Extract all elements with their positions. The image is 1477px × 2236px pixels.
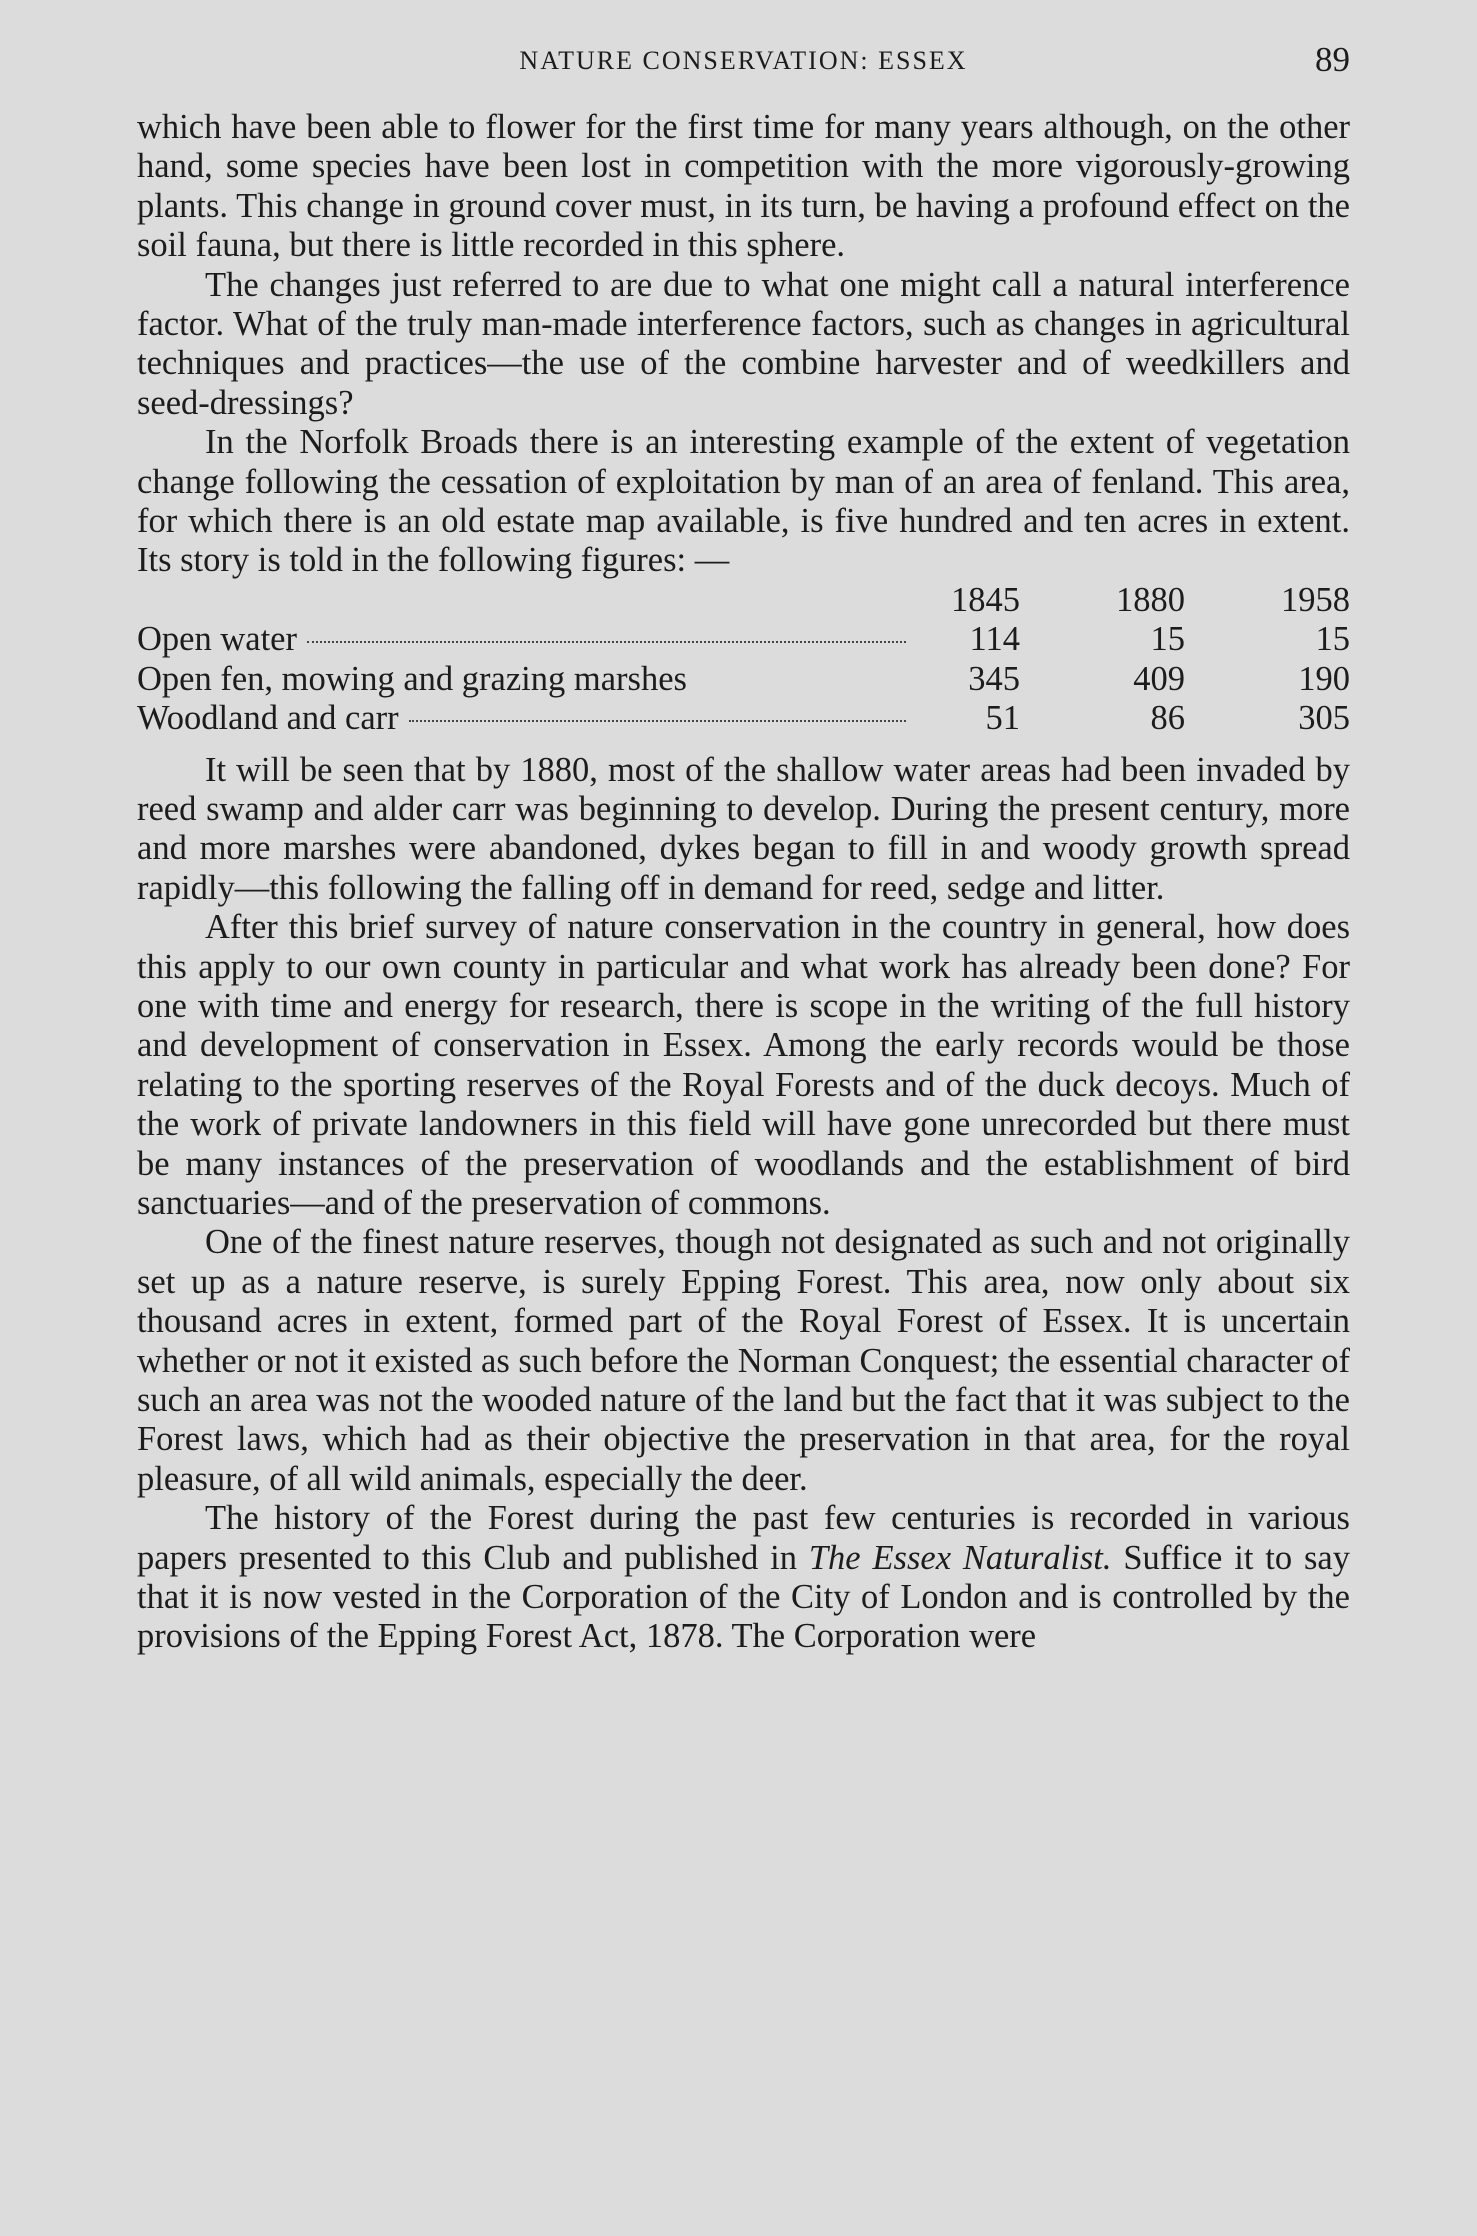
paragraph [137,1499,1350,1657]
running-head [137,40,1350,80]
table-cell: 190 [1298,659,1350,698]
journal-title: The Essex Naturalist. [808,1538,1112,1577]
row-label-cell [137,660,920,699]
paragraph: In the Norfolk Broads there is an interesting example of the extent of vegetation change following the cessation of exploitation by man of an area of fenland. This area, for which there is an old estate map available, is five hundred and ten acres in extent. Its story is told in the following figures: — [137,423,1350,580]
year-header: 1880 [1116,580,1185,619]
paragraph: It will be seen that by 1880, most of the shallow water areas had been invaded by reed swamp and alder carr was beginning to develop. During the present century, more and more marshes were abandoned, dykes began to fill in and woody growth spread rapidly—this following the falling off in demand for reed, sedge and litter. [137,750,1350,907]
paragraph: One of the finest nature reserves, though not designated as such and not originally set up as a nature reserve, is surely Epping Forest. This area, now only about six thousand acres in extent, formed part of the Royal Forest of Essex. It is uncertain whether or not it existed as such before the Norman Conquest; the essential character of such an area was not the wooded nature of the land but the fact that it was subject to the Forest laws, which had as their objective the preservation in that area, for the royal pleasure, of all wild animals, especially the deer. [137,1223,1350,1498]
table-cell: 15 [1150,620,1185,659]
row-label: Woodland and carr [137,699,399,738]
paragraph: which have been able to flower for the first time for many years although, on the other hand, some species have been lost in competition with the more vigorously-growing plants. This change in ground cover must, in its turn, be having a profound effect on the soil fauna, but there is little recorded in this sphere. [137,108,1350,265]
table-cell: 305 [1298,699,1350,738]
year-header: 1845 [951,580,1020,619]
leader-space [697,681,906,683]
dot-leader [307,641,906,643]
table-cell: 15 [1315,620,1350,659]
table-row [137,620,1350,659]
table-cell: 86 [1150,699,1185,738]
table-row [137,699,1350,738]
table-row [137,660,1350,699]
running-title: NATURE CONSERVATION: ESSEX [519,46,968,75]
dot-leader [409,720,906,722]
table-cell: 51 [985,699,1020,738]
paragraph: The changes just referred to are due to what one might call a natural interference factor. What of the truly man-made interference factors, such as changes in agricultural techniques and practices—the use of the combine harvester and of weedkillers and seed-dressings? [137,265,1350,422]
year-header: 1958 [1281,580,1350,619]
table-header-row [137,581,1350,620]
row-label: Open water [137,620,297,659]
row-label-cell [137,699,920,738]
vegetation-change-table [137,581,1350,739]
table-header-blank [137,581,920,620]
paragraph: After this brief survey of nature conservation in the country in general, how does this apply to our own county in particular and what work has already been done? For one with time and energy for research, there is scope in the writing of the full history and development of conservation in Essex. Among the early records would be those relating to the sporting reserves of the Royal Forests and of the duck decoys. Much of the work of private landowners in this field will have gone unrecorded but there must be many instances of the preservation of woodlands and the establishment of bird sanctuaries—and of the preservation of commons. [137,908,1350,1222]
table-cell: 114 [969,620,1020,659]
page-number: 89 [1315,40,1350,79]
body-text [137,108,1350,1657]
paragraph-text: The history of the Forest during the past few centuries is recorded in various papers presented to this Club and published in [137,1499,1350,1577]
row-label: Open fen, mowing and grazing marshes [137,659,687,698]
row-label-cell [137,620,920,659]
paragraph-text: Suffice it to say that it is now vested in the Corporation of the City of London and is controlled by the provisions of the Epping Forest Act, 1878. The Corporation were [137,1538,1350,1656]
table-cell: 345 [968,659,1020,698]
table-cell: 409 [1133,659,1185,698]
